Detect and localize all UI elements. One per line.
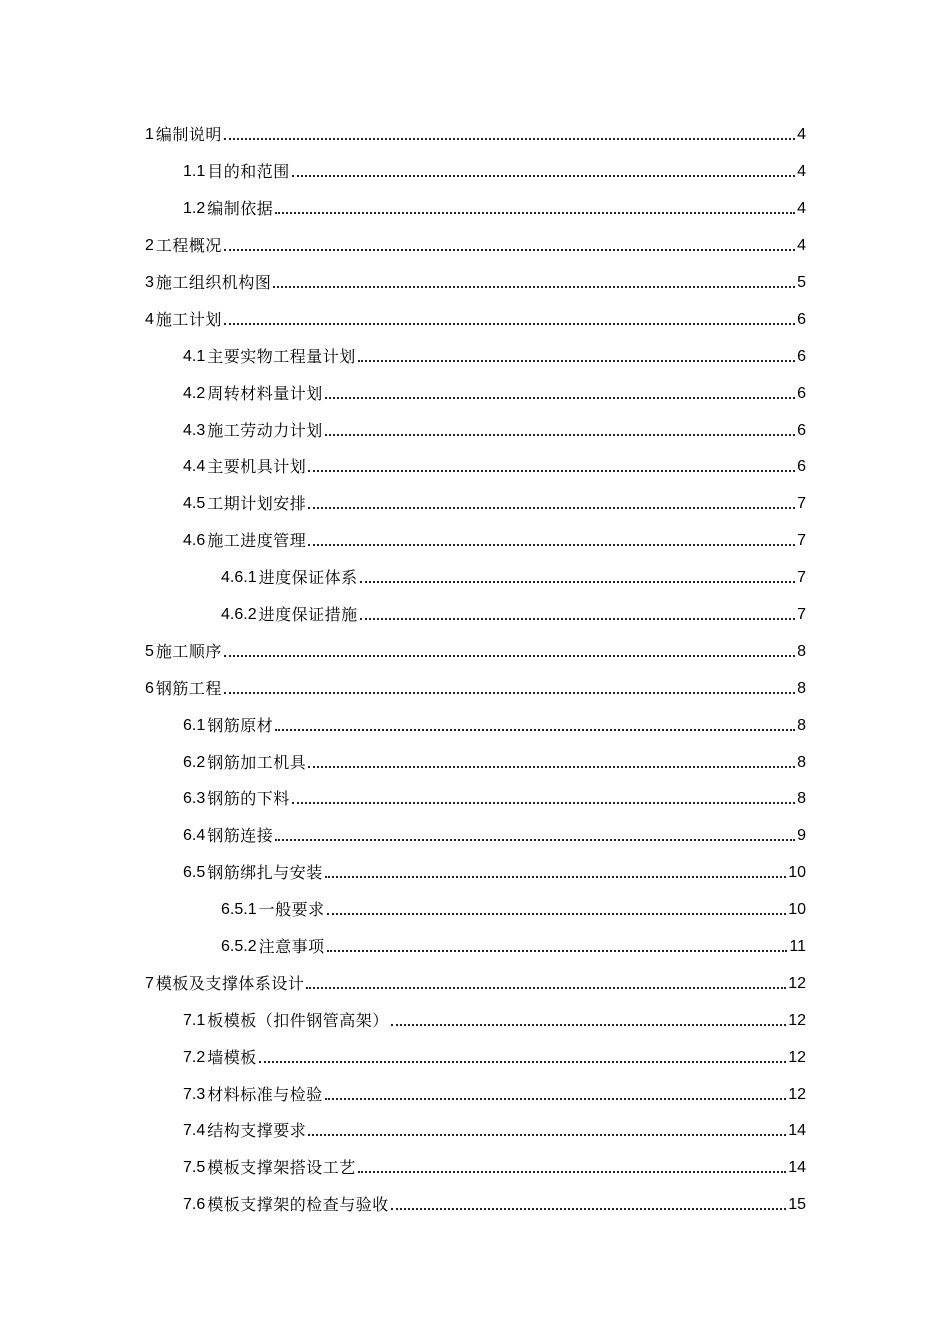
toc-entry-title: 周转材料量计划 <box>207 383 323 403</box>
toc-entry-level-3[interactable] <box>0 929 950 966</box>
toc-entry-level-3[interactable] <box>0 597 950 634</box>
toc-entry-page-number: 12 <box>788 974 806 992</box>
toc-entry-title: 主要实物工程量计划 <box>207 346 356 366</box>
toc-entry-line <box>145 236 806 256</box>
toc-dot-leader <box>292 175 795 177</box>
toc-entry-line <box>145 642 806 662</box>
toc-entry-level-2[interactable] <box>0 1002 950 1039</box>
toc-dot-leader <box>275 729 795 731</box>
toc-entry-number: 6.5.2 <box>221 938 257 956</box>
toc-entry-page-number: 7 <box>797 532 806 550</box>
toc-entry-number: 4 <box>145 310 154 328</box>
toc-entry-title: 目的和范围 <box>207 162 290 182</box>
toc-dot-leader <box>224 249 795 251</box>
toc-dot-leader <box>308 470 795 472</box>
toc-dot-leader <box>306 987 786 989</box>
table-of-contents <box>0 117 950 1224</box>
toc-entry-title: 钢筋连接 <box>207 826 274 846</box>
toc-dot-leader <box>325 397 795 399</box>
toc-entry-page-number: 4 <box>797 237 806 255</box>
toc-entry-number: 4.4 <box>183 458 206 476</box>
toc-entry-line <box>183 1121 806 1141</box>
toc-entry-title: 注意事项 <box>258 937 325 957</box>
toc-entry-number: 5 <box>145 642 154 660</box>
toc-dot-leader <box>358 360 795 362</box>
toc-entry-title: 施工顺序 <box>155 641 222 661</box>
toc-entry-title: 钢筋加工机具 <box>207 752 307 772</box>
toc-entry-number: 1.2 <box>183 200 206 218</box>
toc-entry-line <box>183 1158 806 1178</box>
toc-entry-level-3[interactable] <box>0 892 950 929</box>
toc-entry-line <box>183 826 806 846</box>
toc-entry-level-2[interactable] <box>0 375 950 412</box>
toc-entry-line <box>183 1085 806 1105</box>
toc-entry-title: 模板支撑架的检查与验收 <box>207 1195 389 1215</box>
toc-entry-title: 施工组织机构图 <box>155 273 272 292</box>
toc-entry-title: 施工进度管理 <box>207 531 307 551</box>
toc-entry-title: 进度保证措施 <box>258 605 358 625</box>
toc-entry-line <box>183 863 806 883</box>
toc-entry-page-number: 15 <box>788 1196 806 1214</box>
toc-dot-leader <box>273 286 795 288</box>
toc-entry-level-2[interactable] <box>0 744 950 781</box>
toc-entry-number: 7.5 <box>183 1159 206 1177</box>
toc-entry-title: 模板及支撑体系设计 <box>155 973 305 993</box>
toc-entry-page-number: 4 <box>797 126 806 144</box>
toc-entry-title: 钢筋原材 <box>207 715 274 735</box>
toc-entry-level-2[interactable] <box>0 707 950 744</box>
toc-dot-leader <box>327 913 787 915</box>
toc-entry-title: 墙模板 <box>207 1047 257 1067</box>
toc-dot-leader <box>224 655 795 657</box>
toc-entry-page-number: 7 <box>797 495 806 513</box>
toc-entry-level-2[interactable] <box>0 1187 950 1224</box>
toc-dot-leader <box>224 692 795 694</box>
toc-entry-line <box>183 347 806 367</box>
toc-entry-level-2[interactable] <box>0 449 950 486</box>
toc-entry-page-number: 8 <box>797 790 806 808</box>
toc-entry-number: 1.1 <box>183 163 206 181</box>
toc-entry-level-2[interactable] <box>0 154 950 191</box>
toc-entry-line <box>145 125 806 145</box>
toc-entry-number: 1 <box>145 126 154 144</box>
toc-dot-leader <box>358 1171 786 1173</box>
toc-entry-line <box>183 162 806 182</box>
toc-entry-title: 主要机具计划 <box>207 457 307 477</box>
toc-entry-title: 钢筋的下料 <box>207 789 290 809</box>
toc-entry-page-number: 8 <box>797 716 806 734</box>
toc-entry-level-2[interactable] <box>0 855 950 892</box>
toc-entry-level-1[interactable] <box>0 117 950 154</box>
toc-entry-page-number: 7 <box>797 606 806 624</box>
toc-entry-page-number: 8 <box>797 679 806 697</box>
toc-entry-line <box>183 1011 806 1031</box>
toc-entry-line <box>183 421 806 441</box>
toc-entry-title: 钢筋工程 <box>155 678 222 698</box>
toc-entry-number: 7.4 <box>183 1122 206 1140</box>
toc-entry-line <box>221 568 806 588</box>
toc-entry-level-1[interactable] <box>0 670 950 707</box>
toc-entry-line <box>183 384 806 404</box>
toc-entry-level-2[interactable] <box>0 523 950 560</box>
toc-entry-level-2[interactable] <box>0 781 950 818</box>
toc-entry-line <box>183 1195 806 1215</box>
toc-dot-leader <box>391 1024 786 1026</box>
toc-dot-leader <box>275 212 795 214</box>
toc-entry-level-2[interactable] <box>0 1039 950 1076</box>
toc-entry-number: 4.1 <box>183 347 206 365</box>
toc-entry-number: 6.4 <box>183 827 206 845</box>
toc-entry-number: 7.1 <box>183 1011 206 1029</box>
toc-entry-number: 6.1 <box>183 716 206 734</box>
toc-dot-leader <box>360 618 795 620</box>
toc-entry-line <box>183 457 806 477</box>
toc-entry-page-number: 10 <box>788 864 806 882</box>
toc-dot-leader <box>259 1061 786 1063</box>
toc-entry-line <box>183 199 806 219</box>
toc-entry-page-number: 8 <box>797 642 806 660</box>
toc-entry-line <box>183 531 806 551</box>
toc-dot-leader <box>325 1098 786 1100</box>
toc-entry-title: 进度保证体系 <box>258 568 358 588</box>
toc-entry-page-number: 11 <box>789 938 806 956</box>
toc-entry-line <box>183 494 806 514</box>
toc-entry-number: 4.6 <box>183 532 206 550</box>
toc-entry-page-number: 9 <box>797 827 806 845</box>
toc-entry-number: 4.6.1 <box>221 569 257 587</box>
toc-entry-line <box>183 789 806 809</box>
toc-dot-leader <box>327 950 788 952</box>
toc-entry-title: 一般要求 <box>258 900 325 920</box>
toc-entry-number: 7.3 <box>183 1085 206 1103</box>
toc-entry-line <box>183 1048 806 1068</box>
toc-entry-level-1[interactable] <box>0 301 950 338</box>
toc-dot-leader <box>360 581 795 583</box>
toc-entry-level-2[interactable] <box>0 1076 950 1113</box>
toc-dot-leader <box>325 876 786 878</box>
toc-entry-level-2[interactable] <box>0 338 950 375</box>
toc-entry-level-2[interactable] <box>0 412 950 449</box>
toc-entry-page-number: 6 <box>797 310 806 328</box>
toc-dot-leader <box>325 434 795 436</box>
toc-entry-number: 4.3 <box>183 421 206 439</box>
toc-entry-level-2[interactable] <box>0 1113 950 1150</box>
toc-entry-level-1[interactable] <box>0 265 950 302</box>
toc-entry-title: 板模板（扣件钢管高架） <box>207 1010 389 1030</box>
toc-entry-page-number: 7 <box>797 569 806 587</box>
toc-entry-line <box>221 937 806 957</box>
toc-entry-title: 模板支撑架搭设工艺 <box>207 1158 356 1178</box>
toc-entry-number: 6.3 <box>183 790 206 808</box>
toc-entry-title: 工期计划安排 <box>207 494 307 514</box>
toc-entry-level-1[interactable] <box>0 965 950 1002</box>
toc-dot-leader <box>308 544 795 546</box>
toc-entry-number: 2 <box>145 237 154 255</box>
toc-entry-title: 材料标准与检验 <box>207 1084 323 1104</box>
toc-entry-page-number: 5 <box>797 274 806 291</box>
toc-entry-page-number: 12 <box>788 1011 806 1029</box>
toc-dot-leader <box>308 766 795 768</box>
toc-entry-level-2[interactable] <box>0 1150 950 1187</box>
toc-entry-title: 编制说明 <box>155 125 222 145</box>
toc-entry-line <box>183 716 806 736</box>
toc-entry-title: 结构支撑要求 <box>207 1121 307 1141</box>
toc-entry-number: 7 <box>145 974 154 992</box>
toc-entry-page-number: 14 <box>788 1159 806 1177</box>
toc-entry-number: 3 <box>145 274 154 291</box>
toc-entry-line <box>183 753 806 773</box>
toc-entry-page-number: 10 <box>788 901 806 919</box>
toc-entry-level-2[interactable] <box>0 818 950 855</box>
toc-entry-page-number: 8 <box>797 753 806 771</box>
toc-dot-leader <box>308 1134 786 1136</box>
toc-entry-number: 6.5.1 <box>221 901 257 919</box>
toc-entry-page-number: 4 <box>797 200 806 218</box>
toc-dot-leader <box>292 802 795 804</box>
toc-entry-page-number: 12 <box>788 1085 806 1103</box>
toc-entry-title: 编制依据 <box>207 199 274 219</box>
toc-entry-page-number: 6 <box>797 458 806 476</box>
toc-entry-page-number: 6 <box>797 421 806 439</box>
toc-entry-title: 施工劳动力计划 <box>207 420 323 440</box>
toc-entry-number: 6.2 <box>183 753 206 771</box>
toc-entry-title: 施工计划 <box>155 309 222 329</box>
toc-entry-line <box>145 310 806 330</box>
toc-entry-level-1[interactable] <box>0 633 950 670</box>
toc-entry-title: 钢筋绑扎与安装 <box>207 863 323 883</box>
toc-entry-page-number: 14 <box>788 1122 806 1140</box>
toc-entry-title: 工程概况 <box>155 236 222 256</box>
toc-entry-page-number: 4 <box>797 163 806 181</box>
toc-entry-level-3[interactable] <box>0 560 950 597</box>
toc-entry-number: 6 <box>145 679 154 697</box>
toc-dot-leader <box>308 507 795 509</box>
toc-dot-leader <box>224 138 795 140</box>
toc-entry-page-number: 6 <box>797 384 806 402</box>
toc-entry-number: 7.2 <box>183 1048 206 1066</box>
toc-dot-leader <box>391 1208 786 1210</box>
toc-entry-number: 4.2 <box>183 384 206 402</box>
toc-entry-number: 6.5 <box>183 864 206 882</box>
toc-entry-level-1[interactable] <box>0 228 950 265</box>
toc-entry-page-number: 6 <box>797 347 806 365</box>
toc-entry-number: 4.6.2 <box>221 606 257 624</box>
toc-entry-line <box>221 900 806 920</box>
toc-entry-page-number: 12 <box>788 1048 806 1066</box>
toc-entry-number: 4.5 <box>183 495 206 513</box>
toc-entry-line <box>145 679 806 699</box>
toc-entry-line <box>221 605 806 625</box>
toc-entry-level-2[interactable] <box>0 486 950 523</box>
toc-entry-line <box>145 273 806 293</box>
toc-entry-number: 7.6 <box>183 1196 206 1214</box>
toc-dot-leader <box>275 839 795 841</box>
toc-dot-leader <box>224 323 795 325</box>
toc-entry-level-2[interactable] <box>0 191 950 228</box>
toc-entry-line <box>145 974 806 994</box>
